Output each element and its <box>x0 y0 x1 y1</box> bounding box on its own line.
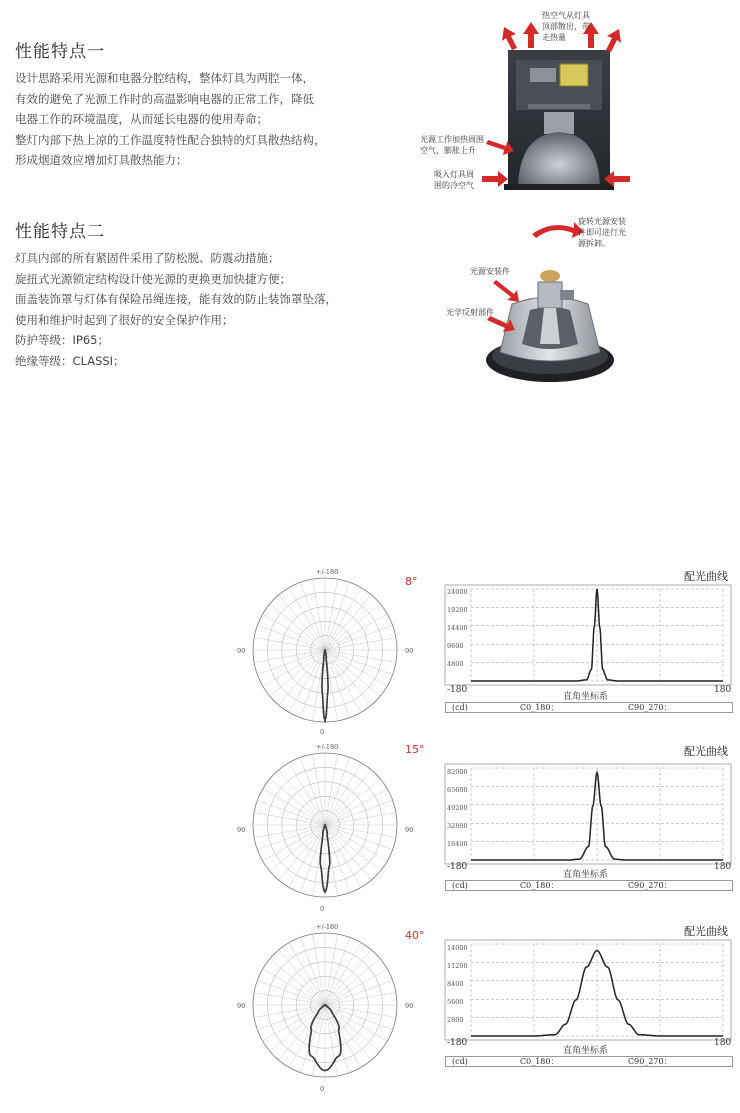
y-tick: 65600 <box>447 786 468 794</box>
legend-c0: C0_180： <box>520 881 559 890</box>
photometric-row-40 <box>0 920 740 1100</box>
y-tick: 82000 <box>447 768 468 776</box>
cartesian-chart <box>443 940 733 1045</box>
x-right-label: 180 <box>714 862 732 872</box>
beam-angle-label: 15° <box>405 743 425 756</box>
polar-top-label: +/-180 <box>316 743 339 751</box>
legend-bar <box>445 702 733 713</box>
legend-c0: C0_180： <box>520 703 559 712</box>
legend-c90: C90_270： <box>628 703 672 712</box>
cartesian-frame <box>445 585 731 685</box>
x-axis-title: 直角坐标系 <box>563 870 609 880</box>
cartesian-frame <box>445 940 731 1040</box>
y-tick: 32800 <box>447 822 468 830</box>
lamp-mount-label: 光源安装件 <box>470 267 510 276</box>
intensity-curve-c0 <box>471 951 723 1036</box>
y-tick: 2800 <box>447 1016 464 1024</box>
photometric-row-8 <box>0 565 740 745</box>
cold-air-label: 吸入灯具周 围的冷空气 <box>434 170 474 190</box>
legend-bar <box>445 880 733 891</box>
curve-title: 配光曲线 <box>684 925 728 938</box>
x-axis-title: 直角坐标系 <box>563 1046 609 1056</box>
polar-left-label: 90 <box>237 826 246 834</box>
beam-angle-label: 8° <box>405 575 418 588</box>
legend-unit: (cd) <box>452 703 468 712</box>
x-right-label: 180 <box>714 685 732 695</box>
y-tick: 14000 <box>447 944 468 952</box>
cartesian-chart <box>443 764 733 869</box>
x-left-label: -180 <box>447 685 468 695</box>
y-tick: 19200 <box>447 606 468 614</box>
y-tick: 11200 <box>447 962 468 970</box>
polar-bottom-label: 0 <box>320 1085 325 1093</box>
polar-left-label: 90 <box>237 1002 246 1010</box>
y-tick: 5600 <box>447 998 464 1006</box>
polar-bottom-label: 0 <box>320 728 325 736</box>
legend-bar <box>445 1056 733 1067</box>
section1-text: 设计思路采用光源和电器分腔结构，整体灯具为两腔一体， 有效的避免了光源工作时的高温影响电器的正常工作，降低 电器工作的环境温度，从而延长电器的使用寿命； 整灯内部下热上凉的工作温度特性配合独特的灯具散热结构， 形成烟道效应增加灯具散热能力； <box>15 71 326 167</box>
polar-diagram <box>250 565 410 735</box>
y-tick: 14400 <box>447 624 468 632</box>
section2-title: 性能特点二 <box>15 222 105 242</box>
rotate-label: 旋转光源安装 件即可进行光 源拆卸。 <box>578 217 626 248</box>
polar-right-label: 90 <box>405 826 414 834</box>
x-left-label: -180 <box>447 862 468 872</box>
legend-unit: (cd) <box>452 1057 468 1066</box>
curve-title: 配光曲线 <box>684 745 728 758</box>
reflector-label: 光学反射部件 <box>446 308 494 317</box>
legend-unit: (cd) <box>452 881 468 890</box>
lamp-mount-figure <box>440 212 660 412</box>
lamp-heat-label: 光源工作加热周围 空气，膨胀上升 <box>420 135 484 155</box>
y-tick: 24000 <box>447 588 468 596</box>
polar-bottom-label: 0 <box>320 905 325 913</box>
x-left-label: -180 <box>447 1038 468 1048</box>
polar-right-label: 90 <box>405 647 414 655</box>
y-tick: 8400 <box>447 980 464 988</box>
legend-c0: C0_180： <box>520 1057 559 1066</box>
cartesian-frame <box>445 764 731 864</box>
legend-c90: C90_270： <box>628 881 672 890</box>
photometric-row-15 <box>0 740 740 920</box>
heat-dissipation-figure <box>420 8 650 198</box>
polar-diagram <box>250 920 410 1090</box>
x-axis-title: 直角坐标系 <box>563 692 609 702</box>
polar-top-label: +/-180 <box>316 568 339 576</box>
x-right-label: 180 <box>714 1038 732 1048</box>
y-tick: 9600 <box>447 642 464 650</box>
hot-air-label: 热空气从灯具 顶部散出，带 走热量 <box>542 11 590 42</box>
section2-text: 灯具内部的所有紧固件采用了防松脱、防震动措施； 旋扭式光源锁定结构设计使光源的更换更加快捷方便； 面盖装饰罩与灯体有保险吊绳连接，能有效的防止装饰罩坠落， 使用和维护时起到了很好的安全保护作用； 防护等级：IP65； 绝缘等级：CLASSI； <box>15 251 337 368</box>
curve-title: 配光曲线 <box>684 570 728 583</box>
cartesian-chart <box>443 585 733 690</box>
polar-left-label: 90 <box>237 647 246 655</box>
polar-diagram <box>250 740 410 910</box>
y-tick: 49200 <box>447 804 468 812</box>
legend-c90: C90_270： <box>628 1057 672 1066</box>
section1-title: 性能特点一 <box>15 42 105 62</box>
polar-right-label: 90 <box>405 1002 414 1010</box>
beam-angle-label: 40° <box>405 929 425 942</box>
y-tick: 16400 <box>447 840 468 848</box>
y-tick: 4800 <box>447 660 464 668</box>
polar-top-label: +/-180 <box>316 923 339 931</box>
